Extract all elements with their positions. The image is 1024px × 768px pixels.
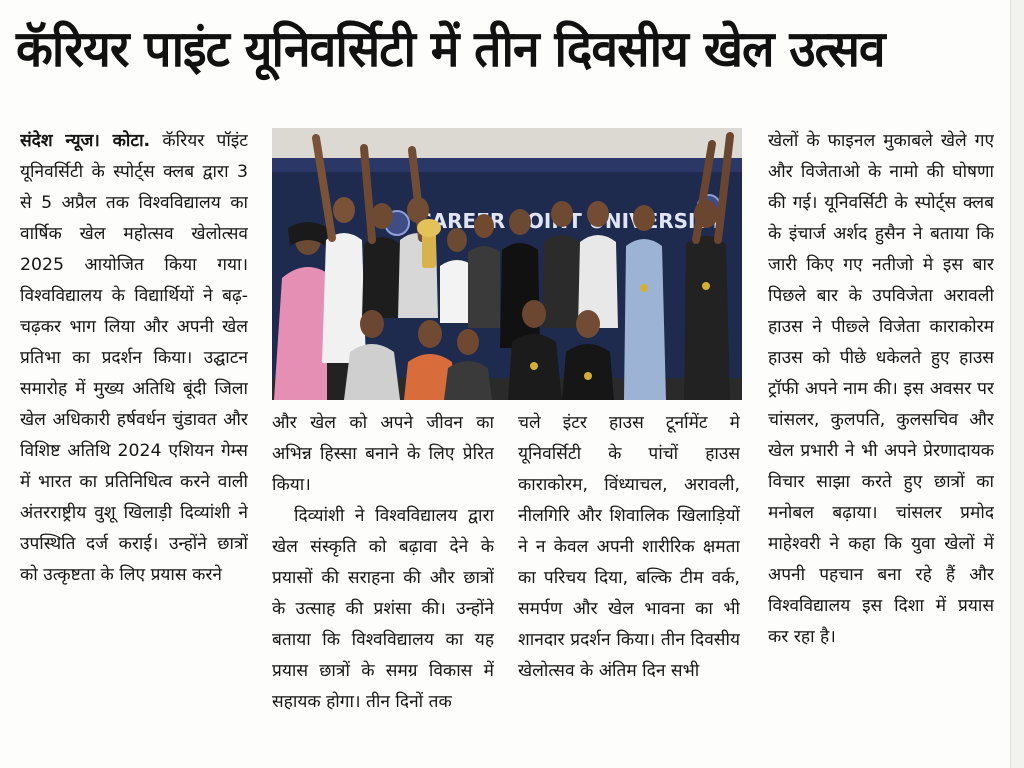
headline: कॅरियर पाइंट यूनिवर्सिटी में तीन दिवसीय खेल उत्सव [16,20,885,78]
column-3-text: चले इंटर हाउस टूर्नामेंट मे यूनिवर्सिटी के पांचों हाउस काराकोरम, विंध्याचल, अरावली, नीलगिरि और शिवालिक खिलाड़ियों ने न केवल अपनी शारीरिक क्षमता का परिचय दिया, बल्कि टीम वर्क, समर्पण और खेल भावना का भी शानदार प्रदर्शन किया। तीन दिवसीय खेलोत्सव के अंतिम दिन सभी [518,413,740,681]
adjacent-article-edge [1010,0,1024,768]
medal-icon [584,372,592,380]
backdrop-banner-text: CAREER POINT UNIVERSITY [417,209,724,233]
medal-icon [640,284,648,292]
column-2-paragraph-1: और खेल को अपने जीवन का अभिन्न हिस्सा बनाने के लिए प्रेरित किया। [272,413,494,495]
medal-icon [530,362,538,370]
column-2-paragraph-2: दिव्यांशी ने विश्वविद्यालय द्वारा खेल संस्कृति को बढ़ावा देने के प्रयासों की सराहना की और छात्रों के उत्साह की प्रशंसा की। उन्होंने बताया कि विश्वविद्यालय का यह प्रयास छात्रों के समग्र विकास में सहायक होगा। तीन दिनों तक [272,506,494,712]
column-1-text: कॅरियर पॉइंट यूनिवर्सिटी के स्पोर्ट्स क्लब द्वारा 3 से 5 अप्रैल तक विश्वविद्यालय का वार्षिक खेल महोत्सव खेलोत्सव 2025 आयोजित किया गया। विश्वविद्यालय के विद्यार्थियों ने बढ़-चढ़कर भाग लिया और अपनी खेल प्रतिभा का प्रदर्शन किया। उद्घाटन समारोह में मुख्य अतिथि बूंदी जिला खेल अधिकारी हर्षवर्धन चुंडावत और विशिष्ट अतिथि 2024 एशियन गेम्स में भारत का प्रतिनिधित्व करने वाली अंतरराष्ट्रीय वुशू खिलाड़ी दिव्यांशी ने उपस्थिति दर्ज कराई। उन्होंने छात्रों को उत्कृष्टता के लिए प्रयास करने [20,131,248,585]
article-column-2 [272,408,494,754]
column-4-text: खेलों के फाइनल मुकाबले खेले गए और विजेताओ के नामो की घोषणा की गई। यूनिवर्सिटी के स्पोर्ट्स क्लब के इंचार्ज अर्शद हुसैन ने बताया कि जारी किए गए नतीजो मे इस बार पिछले बार के उपविजेता अरावली हाउस ने पीछ्ले विजेता काराकोरम हाउस को पीछे धकेलते हुए हाउस ट्रॉफी अपने नाम की। इस अवसर पर चांसलर, कुलपति, कुलसचिव और खेल प्रभारी ने भी अपने प्रेरणादायक विचार साझा करते हुए छात्रों का मनोबल बढ़ाया। चांसलर प्रमोद माहेश्वरी ने कहा कि युवा खेलों में अपनी पहचान बना रहे हैं और विश्वविद्यालय इस दिशा में प्रयास कर रहा है। [768,131,994,647]
medal-icon [702,282,710,290]
article-column-4 [768,126,994,754]
byline: संदेश न्यूज। कोटा. [20,131,151,151]
article-column-3 [518,408,740,754]
article-column-1 [20,126,248,754]
group-photo-illustration [272,128,742,400]
event-photo [272,128,742,400]
